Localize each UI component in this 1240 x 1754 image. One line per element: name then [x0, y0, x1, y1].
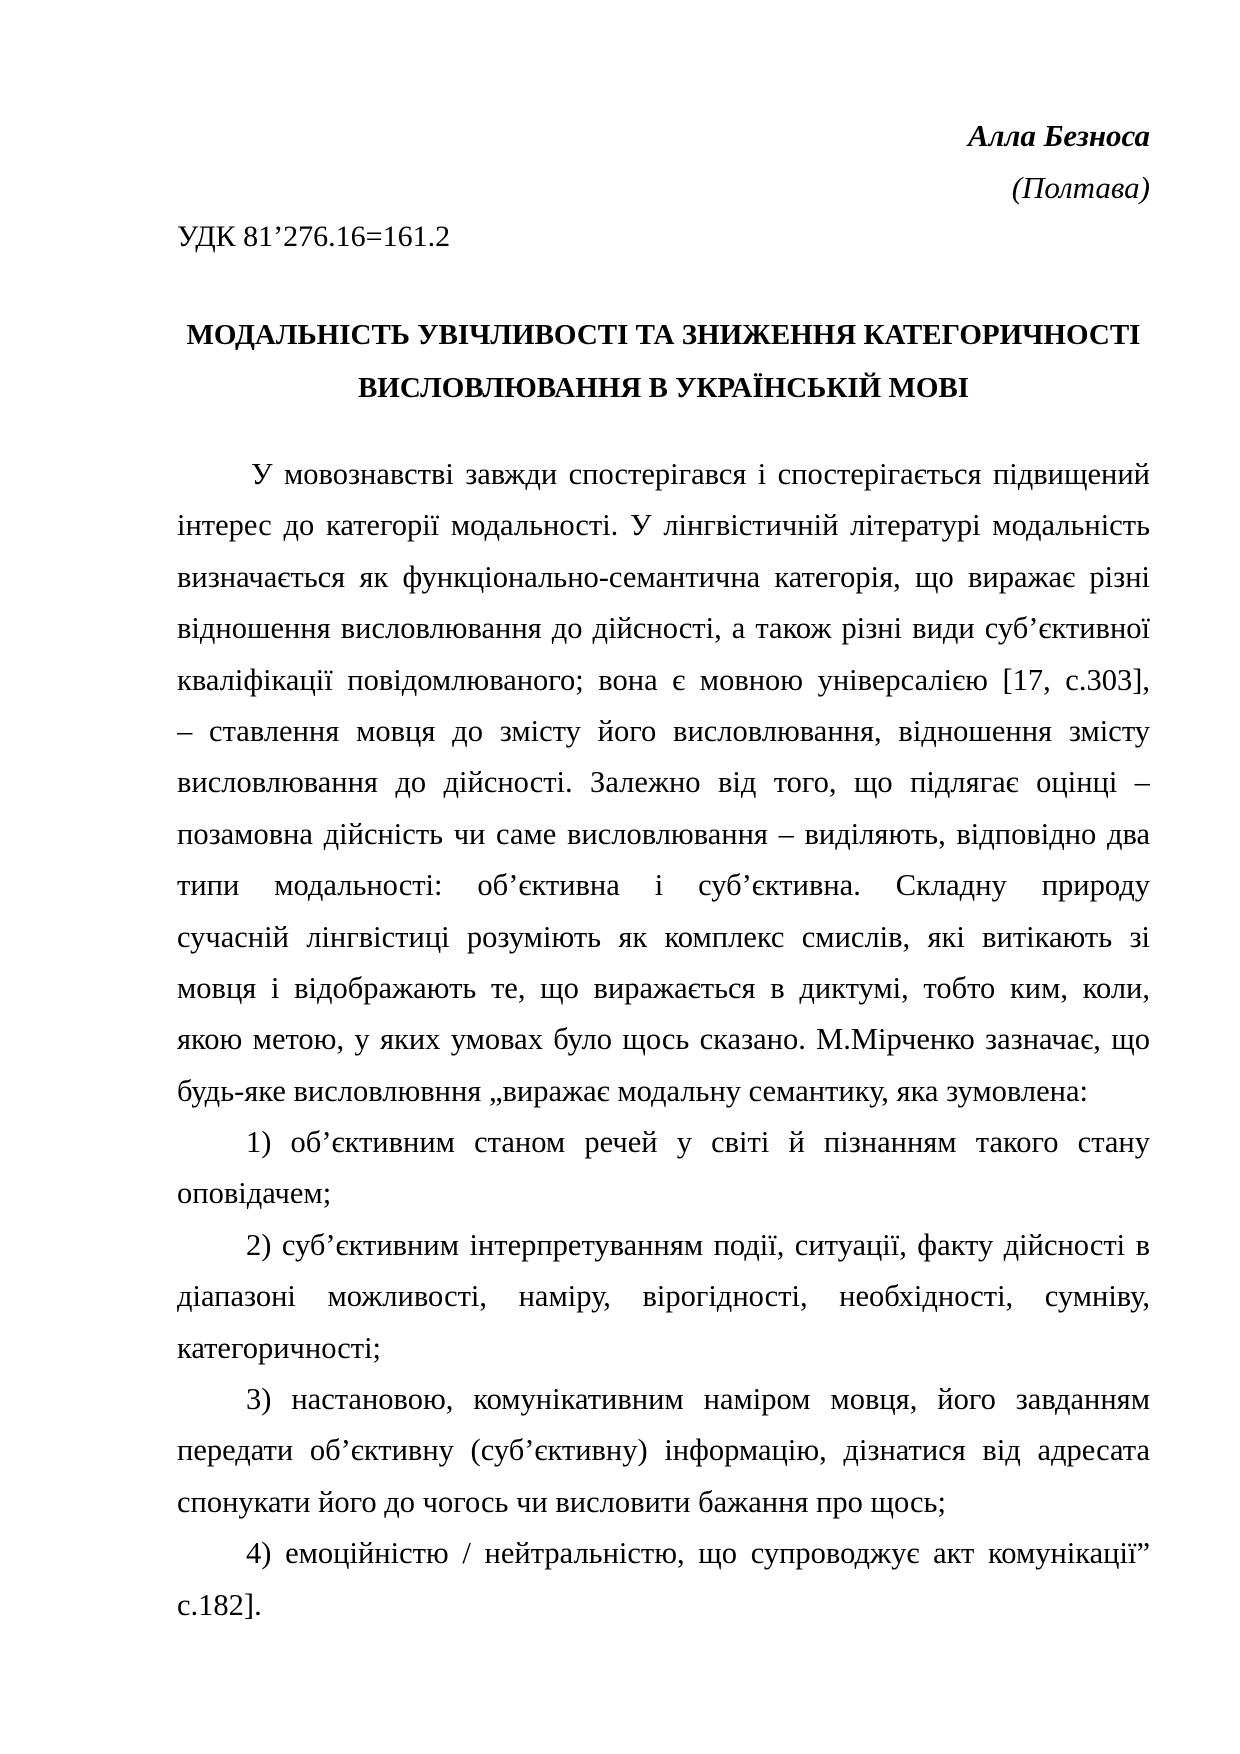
body-line: висловлювання до дійсності. Залежно від того, що підлягає оцінці –: [177, 765, 1150, 800]
body-line: визначається як функціонально-семантична категорія, що виражає різні: [177, 559, 1150, 594]
body-line: типи модальності: об’єктивна і суб’єктивна. Складну природу: [177, 868, 1150, 903]
body-line: інтерес до категорії модальності. У лінгвістичній літературі модальність: [177, 508, 1150, 543]
body-line: сучасній лінгвістиці розуміють як комплекс смислів, які витікають зі: [177, 919, 1150, 954]
body-line: мовця і відображають те, що виражається в диктумі, тобто ким, коли,: [177, 970, 1150, 1005]
title-line-2: ВИСЛОВЛЮВАННЯ В УКРАЇНСЬКІЙ МОВІ: [357, 372, 970, 404]
list-item-1-line: оповідачем;: [177, 1176, 332, 1211]
author-name: Алла Безноса: [967, 118, 1150, 153]
list-item-2-line: діапазоні можливості, наміру, вірогідності, необхідності, сумніву,: [177, 1279, 1150, 1314]
body-line: якою метою, у яких умовах було щось сказано. М.Мірченко зазначає, що: [177, 1022, 1150, 1057]
body-line: позамовна дійсність чи саме висловлювання – виділяють, відповідно два: [177, 816, 1150, 851]
body-line: кваліфікації повідомлюваного; вона є мовною універсалією [17, с.303],: [177, 662, 1150, 697]
list-item-4-line: 4) емоційністю / нейтральністю, що супроводжує акт комунікації”: [246, 1536, 1150, 1571]
article-body: [177, 449, 1150, 1631]
list-item-3-line: спонукати його до чогось чи висловити бажання про щось;: [177, 1484, 946, 1519]
body-line: У мовознавстві завжди спостерігався і спостерігається підвищений: [251, 457, 1150, 491]
list-item-3-line: 3) настановою, комунікативним наміром мовця, його завданням: [246, 1382, 1150, 1417]
author-city: (Полтава): [1011, 170, 1150, 205]
list-item-2-line: 2) суб’єктивним інтерпретуванням події, ситуації, факту дійсності в: [246, 1227, 1150, 1262]
list-item-2-line: категоричності;: [177, 1330, 382, 1365]
body-line: будь-яке висловлювння „виражає модальну семантику, яка зумовлена:: [177, 1073, 1088, 1108]
list-item-3-line: передати об’єктивну (суб’єктивну) інформацію, дізнатися від адресата: [177, 1433, 1150, 1468]
title-line-1: МОДАЛЬНІСТЬ УВІЧЛИВОСТІ ТА ЗНИЖЕННЯ КАТЕГОРИЧНОСТІ: [186, 319, 1141, 351]
list-item-4-line: с.182].: [177, 1587, 262, 1622]
body-line: відношення висловлювання до дійсності, а також різні види суб’єктивної: [177, 611, 1150, 646]
body-line: – ставлення мовця до змісту його висловлювання, відношення змісту: [177, 713, 1150, 748]
udk-code: УДК 81’276.16=161.2: [177, 220, 451, 253]
list-item-1-line: 1) об’єктивним станом речей у світі й пізнанням такого стану: [246, 1125, 1150, 1160]
